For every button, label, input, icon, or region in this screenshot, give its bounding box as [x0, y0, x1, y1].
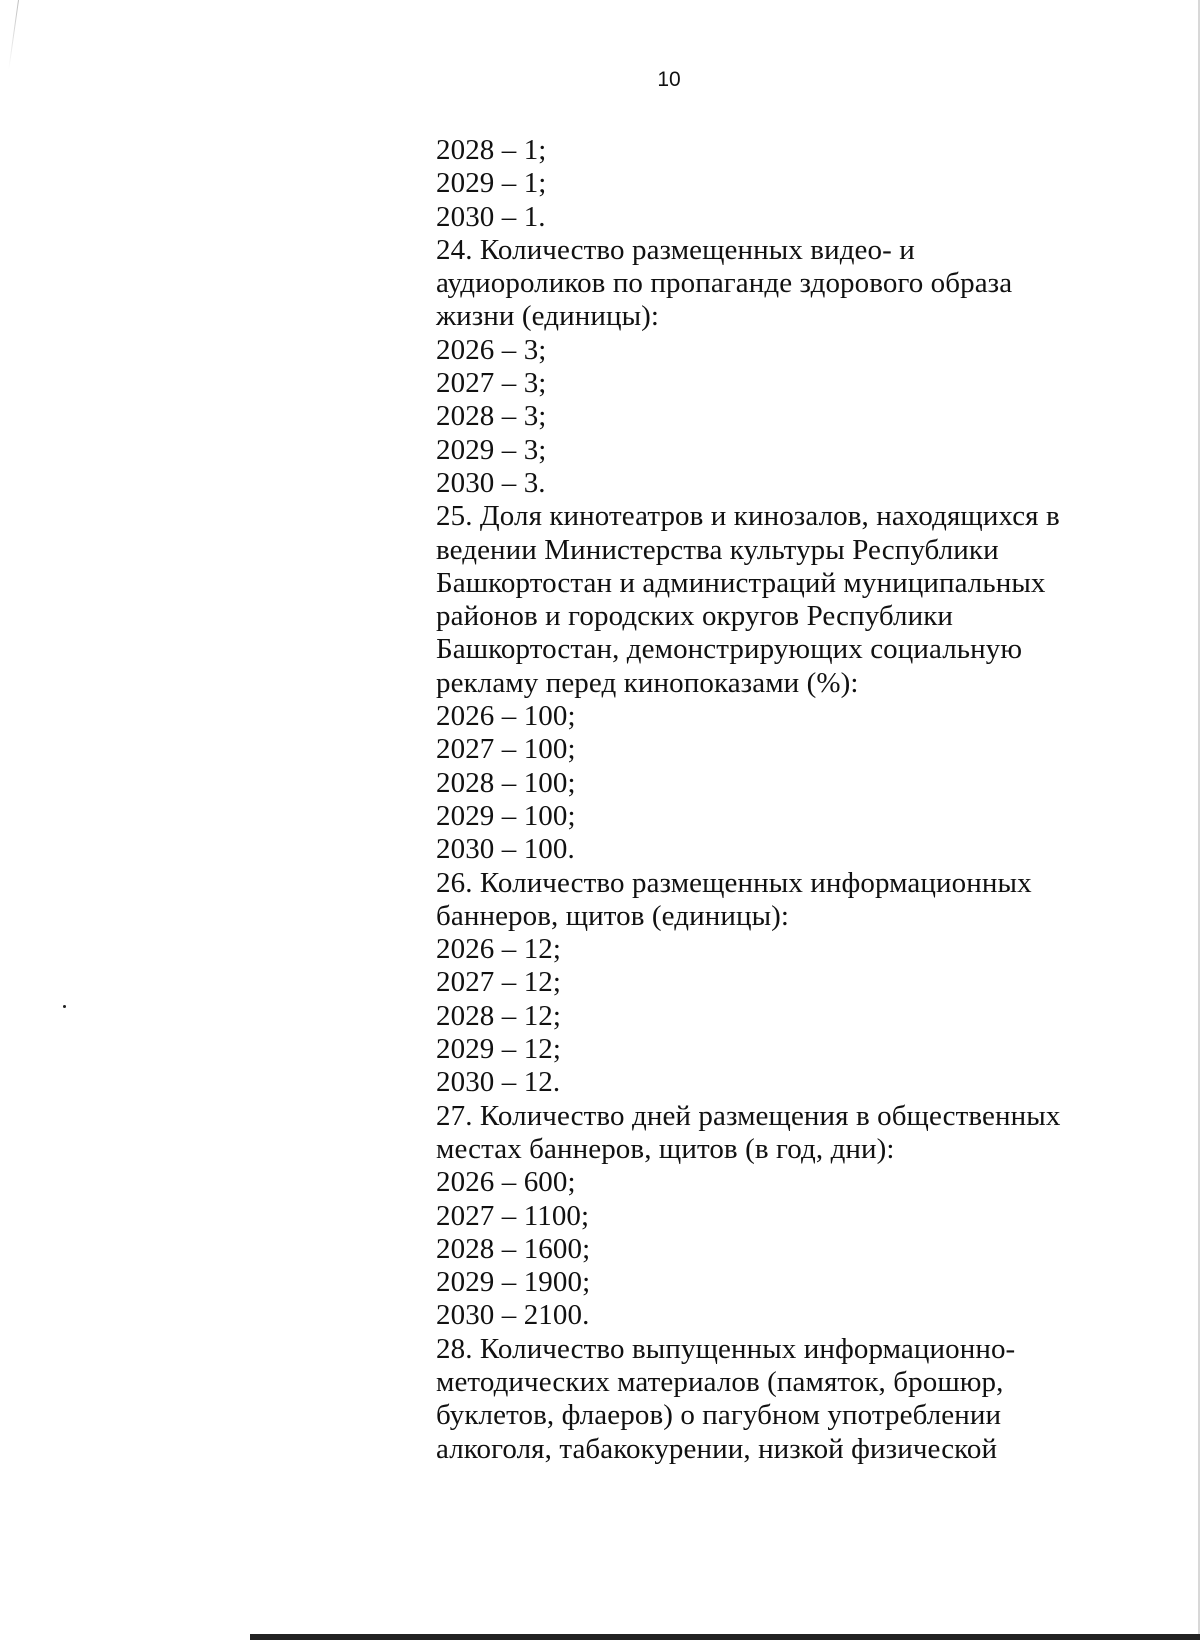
scan-edge-bottom	[250, 1634, 1200, 1640]
text-line: Башкортостан и администраций муниципальных	[436, 566, 1046, 599]
text-line: 2030 – 12.	[436, 1066, 561, 1099]
text-line: баннеров, щитов (единицы):	[436, 899, 790, 932]
item-28-heading: 28. Количество выпущенных информационно-	[436, 1332, 1016, 1365]
text-line: буклетов, флаеров) о пагубном употреблении	[436, 1399, 1002, 1432]
text-line: 2030 – 2100.	[436, 1299, 590, 1332]
text-line: 2029 – 3;	[436, 433, 547, 466]
text-line: 2028 – 1;	[436, 134, 547, 166]
text-line: 2030 – 1.	[436, 200, 546, 233]
text-line: 2027 – 100;	[436, 733, 576, 766]
text-line: 2028 – 12;	[436, 999, 562, 1032]
text-line: рекламу перед кинопоказами (%):	[436, 666, 859, 699]
text-line: 2029 – 100;	[436, 799, 576, 832]
text-line: 2027 – 1100;	[436, 1199, 590, 1232]
text-line: 2026 – 3;	[436, 333, 547, 366]
text-line: жизни (единицы):	[436, 300, 660, 333]
text-line: 2029 – 1900;	[436, 1266, 591, 1299]
scan-artifact-line	[8, 0, 19, 69]
scan-artifact-dot	[63, 1005, 66, 1008]
text-line: методических материалов (памяток, брошюр,	[436, 1365, 1004, 1398]
text-line: Башкортостан, демонстрирующих социальную	[436, 633, 1023, 666]
text-line: 2026 – 100;	[436, 700, 576, 733]
text-line: 2027 – 12;	[436, 966, 562, 999]
item-24-heading: 24. Количество размещенных видео- и	[436, 233, 915, 266]
text-line: 2029 – 1;	[436, 167, 547, 200]
text-line: 2028 – 1600;	[436, 1232, 591, 1265]
text-line: 2028 – 100;	[436, 766, 576, 799]
text-line: ведении Министерства культуры Республики	[436, 533, 999, 566]
text-line: 2027 – 3;	[436, 367, 547, 400]
text-line: 2026 – 12;	[436, 933, 562, 966]
text-line: местах баннеров, щитов (в год, дни):	[436, 1132, 895, 1165]
page-number: 10	[657, 68, 681, 91]
text-line: 2029 – 12;	[436, 1033, 562, 1066]
text-line: районов и городских округов Республики	[436, 600, 954, 633]
text-line: 2028 – 3;	[436, 400, 547, 433]
text-line: 2026 – 600;	[436, 1166, 576, 1199]
text-line: алкоголя, табакокурении, низкой физической	[436, 1432, 998, 1465]
item-25-heading: 25. Доля кинотеатров и кинозалов, находящихся в	[436, 500, 1060, 533]
item-26-heading: 26. Количество размещенных информационных	[436, 866, 1032, 899]
text-line: 2030 – 100.	[436, 833, 575, 866]
item-27-heading: 27. Количество дней размещения в общественных	[436, 1099, 1061, 1132]
document-body	[436, 134, 1116, 1466]
text-line: аудиороликов по пропаганде здорового образа	[436, 267, 1013, 300]
text-line: 2030 – 3.	[436, 466, 546, 499]
